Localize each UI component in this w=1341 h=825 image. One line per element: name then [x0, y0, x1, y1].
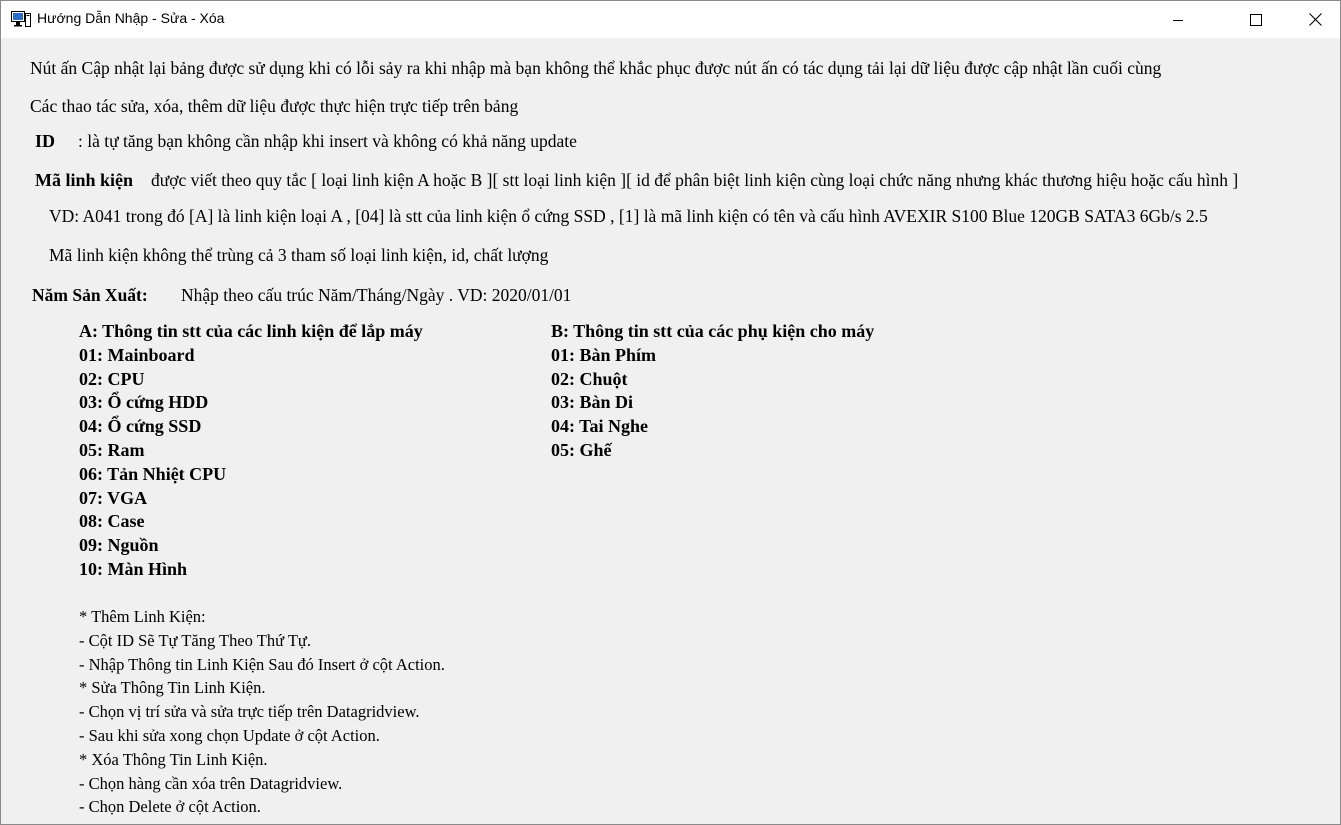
list-item: 04: Tai Nghe [551, 416, 649, 437]
app-window-icon [11, 11, 31, 28]
close-icon [1309, 13, 1322, 26]
instruction-line: - Chọn Delete ở cột Action. [79, 797, 261, 817]
ma-linh-kien-label: Mã linh kiện [35, 170, 134, 190]
title-bar[interactable] [1, 1, 1340, 38]
instruction-line: * Xóa Thông Tin Linh Kiện. [79, 749, 268, 769]
list-b-header: B: Thông tin stt của các phụ kiện cho máy [551, 321, 875, 341]
list-item: 03: Bàn Di [551, 392, 634, 413]
intro-refresh-text: Nút ấn Cập nhật lại bảng được sử dụng khi có lỗi sảy ra khi nhập mà bạn không thể khắc phục được nút ấn có tác dụng tải lại dữ liệu được cập nhật lần cuối cùng [30, 58, 1162, 78]
intro-edit-text: Các thao tác sửa, xóa, thêm dữ liệu được thực hiện trực tiếp trên bảng [30, 96, 519, 116]
instruction-line: * Thêm Linh Kiện: [79, 607, 206, 626]
list-item: 06: Tản Nhiệt CPU [79, 463, 227, 484]
instruction-line: - Sau khi sửa xong chọn Update ở cột Action. [79, 725, 380, 745]
nam-san-xuat-label: Năm Sản Xuất: [32, 285, 148, 305]
accessory-list-b [551, 320, 874, 463]
list-item: 05: Ghế [551, 439, 612, 460]
instruction-line: * Sửa Thông Tin Linh Kiện. [79, 678, 266, 698]
minimize-icon [1172, 14, 1184, 26]
list-item: 09: Nguồn [79, 535, 159, 556]
list-item: 04: Ổ cứng SSD [79, 416, 202, 437]
list-item: 05: Ram [79, 439, 145, 460]
list-a-header: A: Thông tin stt của các linh kiện để lắp máy [79, 321, 423, 341]
id-label: ID [35, 131, 56, 151]
ma-linh-kien-rule: được viết theo quy tắc [ loại linh kiện A hoặc B ][ stt loại linh kiện ][ id để phân biệt linh kiện cùng loại chức năng nhưng khác thương hiệu hoặc cấu hình ] [151, 170, 1239, 190]
ma-linh-kien-example: VD: A041 trong đó [A] là linh kiện loại A , [04] là stt của linh kiện ổ cứng SSD , [1] là mã linh kiện có tên và cấu hình AVEXIR S100 Blue 120GB SATA3 6Gb/s 2.5 [49, 206, 1208, 226]
list-item: 01: Bàn Phím [551, 344, 657, 365]
instruction-line: - Chọn hàng cần xóa trên Datagridview. [79, 773, 343, 793]
list-item: 03: Ổ cứng HDD [79, 392, 209, 413]
window-title: Hướng Dẫn Nhập - Sửa - Xóa [37, 10, 225, 26]
instructions-list [79, 605, 445, 819]
instruction-line: - Nhập Thông tin Linh Kiện Sau đó Insert ở cột Action. [79, 654, 445, 674]
close-button[interactable] [1292, 1, 1338, 38]
list-item: 02: Chuột [551, 368, 628, 389]
instruction-line: - Chọn vị trí sửa và sửa trực tiếp trên Datagridview. [79, 702, 420, 722]
list-item: 02: CPU [79, 368, 145, 389]
list-item: 07: VGA [79, 487, 148, 508]
nam-san-xuat-text: Nhập theo cấu trúc Năm/Tháng/Ngày . VD: 2020/01/01 [181, 285, 572, 305]
component-list-a [79, 320, 423, 582]
instruction-line: - Cột ID Sẽ Tự Tăng Theo Thứ Tự. [79, 630, 311, 650]
minimize-button[interactable] [1155, 1, 1201, 38]
content-area [1, 38, 1340, 824]
id-description: : là tự tăng bạn không cần nhập khi insert và không có khả năng update [78, 131, 577, 151]
list-item: 08: Case [79, 511, 145, 532]
maximize-icon [1250, 14, 1262, 26]
list-item: 01: Mainboard [79, 344, 195, 365]
list-item: 10: Màn Hình [79, 558, 188, 579]
maximize-button[interactable] [1233, 1, 1279, 38]
ma-linh-kien-note: Mã linh kiện không thể trùng cả 3 tham số loại linh kiện, id, chất lượng [49, 245, 549, 265]
